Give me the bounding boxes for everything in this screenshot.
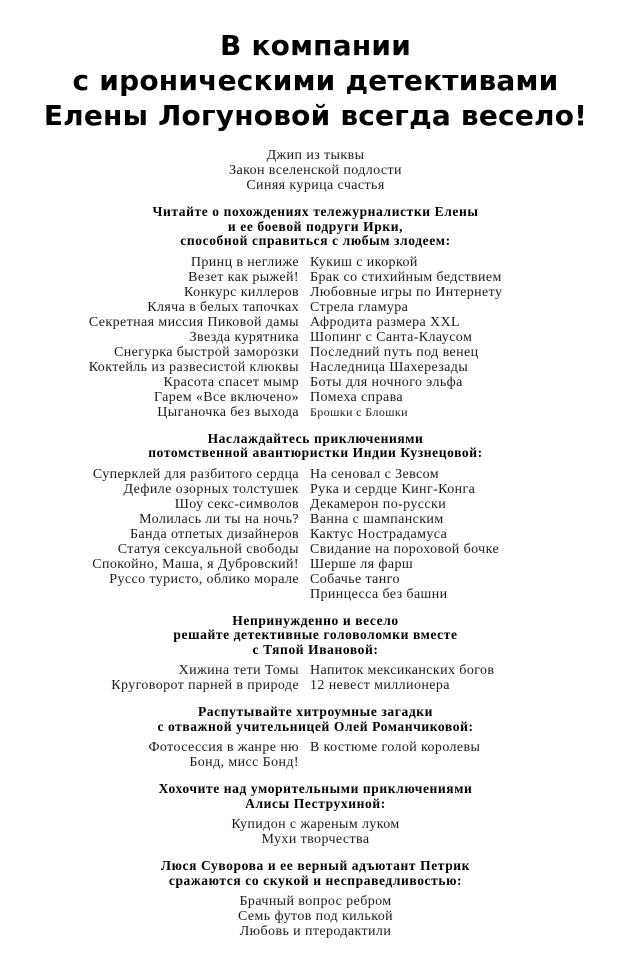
book-title-right: Афродита размера XXL [310, 314, 460, 330]
book-title-left: Везет как рыжей! [188, 269, 299, 285]
section-heading-line: Люся Суворова и ее верный адъютант Петрик [160, 858, 471, 873]
section-heading-line: Алисы Пеструхиной: [245, 795, 386, 811]
centered-book-list [0, 817, 631, 847]
book-title: Джип из тыквы [266, 148, 365, 163]
book-title-left: Гарем «Все включено» [153, 389, 299, 405]
two-column-book-list [0, 255, 631, 420]
two-column-book-list [0, 740, 631, 770]
book-title-right: На сеновал с Зевсом [310, 466, 440, 482]
book-title-right: Любовные игры по Интернету [310, 284, 503, 300]
book-title-right: Собачье танго [310, 571, 400, 587]
book-title-left: Звезда курятника [189, 329, 299, 345]
section-heading-line: Читайте о похождениях тележурналистки Елены [152, 204, 479, 219]
section-heading-line: способной справиться с любым злодеем: [180, 233, 451, 248]
book-title-left: Банда отпетых дизайнеров [129, 526, 299, 542]
section-heading-line: решайте детективные головоломки вместе [173, 627, 458, 642]
book-title-left: Цыганочка без выхода [157, 404, 299, 420]
book-title-left: Секретная миссия Пиковой дамы [88, 314, 299, 330]
book-title-right: Ванна с шампанским [310, 511, 444, 527]
book-title: Синяя курица счастья [246, 178, 385, 193]
book-title-left: Принц в неглиже [190, 254, 299, 270]
book-title-right: Кактус Нострадамуса [310, 526, 448, 542]
sections [0, 205, 631, 939]
book-title-left: Кляча в белых тапочках [147, 299, 299, 315]
book-title-left [0, 587, 299, 602]
page-title [0, 28, 631, 133]
book-title-left: Фотосессия в жанре ню [148, 740, 299, 755]
book-title-left: Шоу секс-символов [174, 496, 299, 512]
section-heading-line: Хохочите над уморительными приключениями [158, 781, 473, 796]
section-heading-line: Непринужденно и весело [232, 612, 399, 628]
book-section [0, 859, 631, 939]
book-section [0, 432, 631, 602]
book-title-right: Боты для ночного эльфа [310, 374, 463, 390]
book-title-left: Руссо туристо, облико морале [109, 571, 299, 587]
section-heading-line: Распутывайте хитроумные загадки [197, 704, 434, 719]
section-heading [0, 205, 631, 249]
book-title-left: Хижина тети Томы [178, 663, 299, 678]
book-title-left: Спокойно, Маша, я Дубровский! [92, 556, 299, 572]
book-title: Мухи творчества [261, 832, 370, 847]
book-title-left: Круговорот парней в природе [111, 678, 299, 693]
book-title-right: Наследница Шахерезады [310, 359, 469, 375]
section-heading-line: потомственной авантюристки Индии Кузнецовой: [148, 445, 483, 460]
book-title-right: Шопинг с Санта-Клаусом [310, 329, 473, 345]
book-section [0, 782, 631, 847]
book-title-right: Последний путь под венец [310, 344, 479, 360]
two-column-book-list [0, 467, 631, 602]
book-title-right: Стрела гламура [310, 299, 409, 315]
book-title-right: Шерше ля фарш [310, 556, 414, 572]
book-section [0, 614, 631, 694]
book-title: Любовь и птеродактили [239, 924, 392, 939]
book-title-left: Дефиле озорных толстушек [123, 481, 299, 497]
book-title-right: Помеха справа [310, 389, 404, 405]
book-title-left: Статуя сексуальной свободы [117, 541, 299, 557]
book-title-right: Кукиш с икоркой [310, 254, 418, 270]
section-heading-line: и ее боевой подруги Ирки, [227, 218, 404, 234]
section-heading [0, 859, 631, 888]
book-title-left: Молилась ли ты на ночь? [139, 511, 299, 527]
section-heading [0, 705, 631, 734]
book-title-left: Суперклей для разбитого сердца [92, 466, 299, 482]
section-heading-line: с отважной учительницей Олей Романчиковой: [157, 718, 474, 734]
book-section [0, 205, 631, 420]
book-title-right: Свидание на пороховой бочке [310, 541, 500, 557]
standalone-book-list [0, 148, 631, 193]
book-title-right: В костюме голой королевы [310, 740, 481, 755]
book-title-right: Рука и сердце Кинг-Конга [310, 481, 476, 497]
page-title-line: В компании [219, 29, 412, 62]
two-column-book-list [0, 663, 631, 693]
section-heading [0, 432, 631, 461]
page-title-line: с ироническими детективами [72, 64, 559, 97]
book-title-right: 12 невест миллионера [310, 678, 450, 693]
book-title-left: Коктейль из развесистой клюквы [88, 359, 299, 375]
book-title: Закон вселенской подлости [229, 163, 402, 178]
book-title: Брачный вопрос ребром [239, 894, 392, 909]
centered-book-list [0, 894, 631, 939]
book-title-right: Брошки с Блошки [310, 404, 408, 419]
section-heading [0, 782, 631, 811]
book-title-right [310, 755, 631, 770]
book-title-right: Принцесса без башни [310, 586, 448, 602]
section-heading [0, 614, 631, 658]
book-title-right: Напиток мексиканских богов [310, 663, 495, 678]
book-title: Семь футов под килькой [238, 909, 393, 924]
book-title-right: Декамерон по-русски [310, 496, 447, 512]
book-title-left: Красота спасет мымр [163, 374, 299, 390]
book-section [0, 705, 631, 770]
section-heading-line: сражаются со скукой и несправедливостью: [168, 872, 463, 888]
section-heading-line: Наслаждайтесь приключениями [207, 430, 424, 446]
section-heading-line: с Тяпой Ивановой: [252, 641, 379, 657]
book-title: Купидон с жареным луком [231, 817, 400, 832]
book-title-left: Бонд, мисс Бонд! [189, 755, 299, 770]
book-title-left: Конкурс киллеров [184, 284, 299, 300]
book-title-right: Брак со стихийным бедствием [310, 269, 502, 285]
book-title-left: Снегурка быстрой заморозки [114, 344, 299, 360]
page-title-line: Елены Логуновой всегда весело! [43, 99, 588, 132]
